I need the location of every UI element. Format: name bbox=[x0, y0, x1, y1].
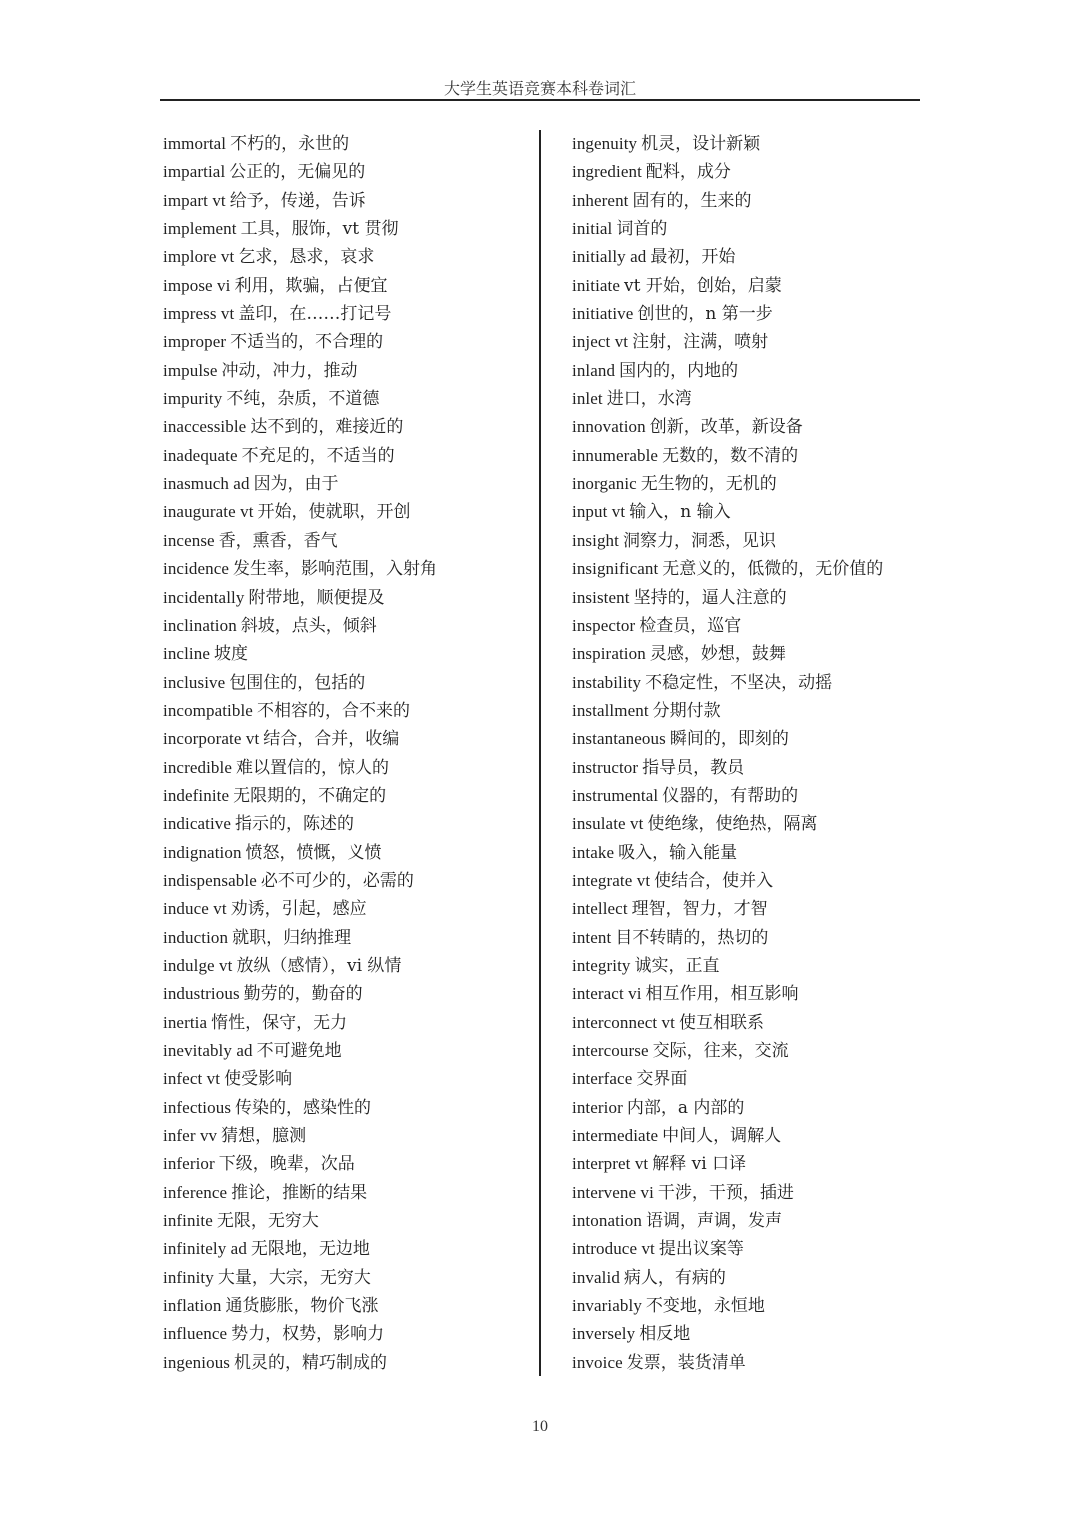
vocab-definition: 检查员，巡官 bbox=[639, 615, 742, 636]
vocab-entry bbox=[572, 470, 932, 498]
vocab-entry bbox=[163, 612, 533, 640]
vocab-word: initial bbox=[572, 219, 613, 239]
vocab-definition: 输入，n 输入 bbox=[629, 502, 731, 523]
vocab-entry bbox=[163, 980, 533, 1008]
vocab-entry bbox=[163, 187, 533, 215]
vocab-definition: 乞求，恳求，哀求 bbox=[238, 247, 375, 268]
vocab-entry bbox=[572, 357, 932, 385]
vocab-word: implement bbox=[163, 219, 237, 239]
vocab-word: infectious bbox=[163, 1097, 232, 1117]
vocab-word: intonation bbox=[572, 1211, 642, 1231]
vocab-word: impress vt bbox=[163, 304, 235, 324]
vocab-entry bbox=[572, 158, 932, 186]
vocab-entry bbox=[572, 1037, 932, 1065]
vocab-word: instability bbox=[572, 672, 642, 692]
vocab-entry bbox=[163, 385, 533, 413]
vocab-entry bbox=[163, 130, 533, 158]
vocab-definition: 盖印，在……打记号 bbox=[238, 304, 392, 325]
vocab-entry bbox=[163, 328, 533, 356]
vocab-definition: 不适当的，不合理的 bbox=[230, 332, 384, 353]
vocab-definition: 开始，使就职，开创 bbox=[257, 502, 411, 523]
vocab-word: induce vt bbox=[163, 899, 227, 919]
vocab-entry bbox=[163, 754, 533, 782]
vocab-word: innovation bbox=[572, 417, 646, 437]
vocab-definition: 使绝缘，使绝热，隔离 bbox=[647, 814, 818, 835]
vocab-word: indefinite bbox=[163, 785, 230, 805]
vocab-entry bbox=[163, 584, 533, 612]
vocab-entry bbox=[163, 952, 533, 980]
vocab-definition: 语调，声调，发声 bbox=[645, 1211, 782, 1232]
vocab-definition: 利用，欺骗，占便宜 bbox=[234, 275, 388, 296]
vocab-entry bbox=[572, 952, 932, 980]
vocab-entry bbox=[572, 1094, 932, 1122]
vocab-definition: 传染的，感染性的 bbox=[235, 1097, 372, 1118]
vocab-entry bbox=[163, 1122, 533, 1150]
vocab-definition: 坡度 bbox=[213, 644, 248, 665]
page-number: 10 bbox=[532, 1418, 548, 1435]
vocab-definition: 国内的，内地的 bbox=[619, 360, 739, 381]
vocab-word: implore vt bbox=[163, 247, 235, 267]
vocab-entry bbox=[572, 754, 932, 782]
vocab-entry bbox=[163, 215, 533, 243]
vocab-definition: 惰性，保守，无力 bbox=[211, 1012, 348, 1033]
vocab-definition: 包围住的，包括的 bbox=[229, 672, 366, 693]
vocab-entry bbox=[163, 1207, 533, 1235]
vocab-definition: 指示的，陈述的 bbox=[235, 814, 355, 835]
vocab-word: impose vi bbox=[163, 275, 231, 295]
vocab-entry bbox=[163, 895, 533, 923]
vocab-word: initiative bbox=[572, 304, 634, 324]
vocab-entry bbox=[572, 1292, 932, 1320]
vocab-definition: vt 开始，创始，启蒙 bbox=[624, 275, 782, 296]
vocab-definition: 不变地，永恒地 bbox=[645, 1296, 765, 1317]
vocab-definition: 无生物的，无机的 bbox=[640, 474, 777, 495]
vocab-definition: 最初，开始 bbox=[650, 247, 736, 268]
column-divider bbox=[539, 130, 541, 1376]
vocab-word: initially ad bbox=[572, 247, 647, 267]
vocab-entry bbox=[572, 1264, 932, 1292]
vocab-entry bbox=[163, 357, 533, 385]
vocab-entry bbox=[163, 1150, 533, 1178]
vocab-definition: 内部，a 内部的 bbox=[626, 1097, 745, 1118]
vocab-word: ingenious bbox=[163, 1352, 231, 1372]
vocab-entry bbox=[572, 895, 932, 923]
vocab-entry bbox=[163, 498, 533, 526]
vocab-entry bbox=[163, 300, 533, 328]
vocab-word: inference bbox=[163, 1182, 228, 1202]
vocab-word: indignation bbox=[163, 842, 242, 862]
vocab-entry bbox=[572, 1320, 932, 1348]
vocab-definition: 放纵（感情），vi 纵情 bbox=[236, 955, 402, 976]
vocab-word: impartial bbox=[163, 162, 226, 182]
vocab-word: intercourse bbox=[572, 1041, 649, 1060]
vocab-entry bbox=[163, 1179, 533, 1207]
vocab-entry bbox=[163, 782, 533, 810]
vocab-definition: 相互作用，相互影响 bbox=[645, 984, 799, 1005]
vocab-entry bbox=[572, 187, 932, 215]
vocab-word: insulate vt bbox=[572, 814, 644, 834]
vocab-entry bbox=[163, 243, 533, 271]
vocab-definition: 洞察力，洞悉，见识 bbox=[623, 530, 776, 551]
vocab-entry bbox=[572, 385, 932, 413]
vocab-definition: 相反地 bbox=[639, 1324, 691, 1345]
vocab-entry bbox=[572, 697, 932, 725]
vocab-definition: 坚持的，逼人注意的 bbox=[633, 587, 787, 608]
vocab-definition: 指导员，教员 bbox=[642, 757, 745, 778]
vocab-word: insignificant bbox=[572, 559, 659, 579]
vocab-entry bbox=[572, 498, 932, 526]
vocab-entry bbox=[572, 328, 932, 356]
vocab-entry bbox=[572, 1150, 932, 1178]
vocab-word: instructor bbox=[572, 757, 639, 777]
vocab-definition: 吸入，输入能量 bbox=[618, 842, 738, 863]
vocab-entry bbox=[572, 300, 932, 328]
vocab-entry bbox=[572, 1065, 932, 1093]
vocab-definition: 创新，改革，新设备 bbox=[649, 417, 803, 438]
vocab-definition: 无限期的，不确定的 bbox=[233, 785, 387, 806]
vocab-entry bbox=[163, 272, 533, 300]
vocab-word: intermediate bbox=[572, 1126, 659, 1146]
vocab-definition: 必不可少的，必需的 bbox=[260, 870, 414, 891]
vocab-word: instrumental bbox=[572, 785, 659, 805]
vocab-word: interface bbox=[572, 1069, 633, 1089]
vocab-word: infinity bbox=[163, 1267, 214, 1287]
vocab-entry bbox=[572, 584, 932, 612]
vocab-definition: 病人，有病的 bbox=[623, 1267, 726, 1288]
vocab-entry bbox=[163, 810, 533, 838]
vocab-definition: 因为，由于 bbox=[253, 474, 339, 495]
vocab-definition: 工具，服饰，vt 贯彻 bbox=[240, 219, 399, 240]
vocab-word: input vt bbox=[572, 502, 626, 522]
vocab-definition: 不纯，杂质，不道德 bbox=[226, 389, 380, 410]
vocab-word: interpret vt bbox=[572, 1154, 649, 1174]
vocab-word: innumerable bbox=[572, 445, 659, 465]
vocab-entry bbox=[572, 1235, 932, 1263]
vocab-definition: 灵感，妙想，鼓舞 bbox=[649, 644, 786, 665]
vocab-word: inaugurate vt bbox=[163, 502, 254, 522]
vocab-definition: 干涉，干预，插进 bbox=[657, 1182, 794, 1203]
vocab-definition: 公正的，无偏见的 bbox=[229, 162, 366, 183]
vocab-entry bbox=[163, 1349, 533, 1377]
vocabulary-column-left bbox=[163, 130, 533, 1377]
vocab-definition: 固有的，生来的 bbox=[632, 190, 752, 211]
vocab-word: inject vt bbox=[572, 332, 629, 352]
vocab-entry bbox=[572, 442, 932, 470]
vocab-entry bbox=[572, 555, 932, 583]
vocab-word: impulse bbox=[163, 360, 218, 380]
vocab-definition: 给予，传递，告诉 bbox=[229, 190, 366, 211]
vocab-word: incredible bbox=[163, 757, 232, 777]
vocab-word: inadequate bbox=[163, 445, 238, 465]
vocab-entry bbox=[572, 413, 932, 441]
vocab-definition: 创世的，n 第一步 bbox=[637, 304, 773, 325]
vocab-entry bbox=[163, 158, 533, 186]
vocab-word: incense bbox=[163, 530, 215, 550]
vocab-entry bbox=[572, 640, 932, 668]
vocab-entry bbox=[572, 243, 932, 271]
vocab-entry bbox=[572, 527, 932, 555]
vocab-word: impart vt bbox=[163, 190, 226, 210]
vocab-word: inland bbox=[572, 360, 616, 380]
vocab-entry bbox=[163, 1320, 533, 1348]
vocab-word: infect vt bbox=[163, 1069, 221, 1089]
vocab-word: intervene vi bbox=[572, 1182, 654, 1202]
vocab-word: inorganic bbox=[572, 474, 637, 494]
vocab-word: interior bbox=[572, 1097, 623, 1117]
vocab-entry bbox=[163, 924, 533, 952]
vocab-definition: 注射，注满，喷射 bbox=[632, 332, 769, 353]
vocab-definition: 不可避免地 bbox=[256, 1041, 342, 1061]
vocabulary-column-right bbox=[572, 130, 932, 1377]
vocab-definition: 发生率，影响范围，入射角 bbox=[233, 559, 438, 580]
vocab-word: indicative bbox=[163, 814, 232, 834]
vocab-definition: 无数的，数不清的 bbox=[662, 445, 799, 466]
vocab-entry bbox=[572, 612, 932, 640]
vocab-word: indulge vt bbox=[163, 955, 233, 975]
vocab-definition: 愤怒，愤慨，义愤 bbox=[245, 842, 382, 863]
vocab-definition: 下级，晚辈，次品 bbox=[218, 1154, 355, 1175]
vocab-word: impurity bbox=[163, 389, 223, 409]
vocab-entry bbox=[163, 527, 533, 555]
vocab-word: inasmuch ad bbox=[163, 474, 250, 494]
vocab-definition: 使受影响 bbox=[224, 1069, 293, 1090]
vocab-word: introduce vt bbox=[572, 1239, 655, 1259]
vocab-definition: 勤劳的，勤奋的 bbox=[243, 984, 363, 1005]
vocab-definition: 无意义的，低微的，无价值的 bbox=[662, 559, 884, 580]
vocab-entry bbox=[163, 1264, 533, 1292]
vocab-definition: 附带地，顺便提及 bbox=[248, 587, 385, 608]
vocab-word: infinitely ad bbox=[163, 1239, 247, 1259]
vocab-word: inclination bbox=[163, 615, 237, 635]
vocab-entry bbox=[572, 1179, 932, 1207]
vocab-word: induction bbox=[163, 927, 229, 947]
vocab-definition: 结合，合并，收编 bbox=[263, 729, 400, 750]
vocab-entry bbox=[572, 810, 932, 838]
vocab-entry bbox=[163, 1009, 533, 1037]
page-header-title: 大学生英语竞赛本科卷词汇 bbox=[443, 79, 636, 98]
vocab-entry bbox=[163, 1292, 533, 1320]
vocab-definition: 达不到的，难接近的 bbox=[250, 417, 404, 438]
vocab-word: invalid bbox=[572, 1267, 620, 1287]
vocab-entry bbox=[572, 924, 932, 952]
vocab-definition: 机灵，设计新颖 bbox=[641, 134, 761, 154]
vocab-entry bbox=[572, 215, 932, 243]
vocab-entry bbox=[163, 640, 533, 668]
vocab-definition: 不充足的，不适当的 bbox=[241, 445, 395, 466]
vocab-entry bbox=[163, 470, 533, 498]
vocab-word: inaccessible bbox=[163, 417, 247, 437]
vocab-entry bbox=[572, 130, 932, 158]
vocab-entry bbox=[163, 839, 533, 867]
vocab-entry bbox=[572, 669, 932, 697]
vocab-definition: 交界面 bbox=[636, 1069, 688, 1090]
vocab-definition: 猜想，臆测 bbox=[221, 1126, 307, 1147]
vocab-definition: 瞬间的，即刻的 bbox=[669, 729, 789, 750]
vocab-definition: 目不转睛的，热切的 bbox=[615, 927, 769, 948]
vocab-word: incorporate vt bbox=[163, 729, 260, 749]
vocab-entry bbox=[163, 413, 533, 441]
header-rule bbox=[160, 99, 920, 101]
vocab-definition: 提出议案等 bbox=[658, 1239, 744, 1260]
vocab-word: incompatible bbox=[163, 700, 253, 720]
vocab-entry bbox=[163, 442, 533, 470]
vocab-definition: 使结合，使并入 bbox=[654, 870, 774, 891]
vocab-definition: 理智，智力，才智 bbox=[631, 899, 768, 920]
vocab-word: industrious bbox=[163, 984, 240, 1004]
vocab-definition: 不朽的，永世的 bbox=[230, 134, 350, 154]
vocab-definition: 进口，水湾 bbox=[606, 389, 692, 410]
vocab-entry bbox=[572, 272, 932, 300]
vocab-word: inferior bbox=[163, 1154, 215, 1174]
vocab-definition: 无限地，无边地 bbox=[250, 1239, 370, 1260]
vocab-word: installment bbox=[572, 700, 649, 720]
vocab-word: intent bbox=[572, 927, 612, 947]
vocab-definition: 斜坡，点头，倾斜 bbox=[240, 615, 377, 636]
vocab-word: invariably bbox=[572, 1296, 642, 1316]
vocab-entry bbox=[572, 1009, 932, 1037]
vocab-definition: 诚实，正直 bbox=[634, 955, 720, 976]
vocab-definition: 中间人，调解人 bbox=[662, 1126, 782, 1147]
vocab-word: inspector bbox=[572, 615, 636, 635]
vocab-entry bbox=[163, 697, 533, 725]
vocab-entry bbox=[572, 782, 932, 810]
vocab-entry bbox=[163, 1037, 533, 1065]
vocab-entry bbox=[572, 1122, 932, 1150]
vocab-word: incidence bbox=[163, 559, 230, 579]
vocab-entry bbox=[572, 725, 932, 753]
vocab-word: infinite bbox=[163, 1211, 213, 1231]
vocab-entry bbox=[163, 725, 533, 753]
vocab-definition: 大量，大宗，无穷大 bbox=[217, 1267, 371, 1288]
vocab-word: inlet bbox=[572, 389, 603, 409]
vocab-word: infer vv bbox=[163, 1126, 218, 1146]
vocab-definition: 词首的 bbox=[616, 219, 668, 240]
vocab-definition: 解释 vi 口译 bbox=[652, 1154, 747, 1175]
vocab-word: invoice bbox=[572, 1352, 623, 1372]
vocab-definition: 不稳定性，不坚决，动摇 bbox=[645, 672, 833, 693]
vocab-word: intake bbox=[572, 842, 615, 862]
vocab-definition: 推论，推断的结果 bbox=[231, 1182, 368, 1203]
vocab-word: interact vi bbox=[572, 984, 642, 1004]
vocab-word: insistent bbox=[572, 587, 630, 607]
vocab-word: ingenuity bbox=[572, 134, 638, 153]
vocab-definition: 通货膨胀，物价飞涨 bbox=[225, 1296, 379, 1317]
vocab-word: indispensable bbox=[163, 870, 257, 890]
vocab-word: inertia bbox=[163, 1012, 208, 1032]
vocab-definition: 难以置信的，惊人的 bbox=[235, 757, 389, 778]
vocab-word: inevitably ad bbox=[163, 1041, 253, 1060]
vocab-entry bbox=[163, 555, 533, 583]
vocab-definition: 机灵的，精巧制成的 bbox=[234, 1352, 388, 1373]
vocab-word: inversely bbox=[572, 1324, 636, 1344]
vocab-definition: 香，熏香，香气 bbox=[218, 530, 338, 551]
vocab-definition: 使互相联系 bbox=[679, 1012, 764, 1033]
vocab-word: integrate vt bbox=[572, 870, 651, 890]
vocab-word: inflation bbox=[163, 1296, 222, 1316]
vocab-word: inclusive bbox=[163, 672, 226, 692]
vocab-definition: 交际，往来，交流 bbox=[652, 1041, 789, 1061]
vocab-definition: 发票，装货清单 bbox=[626, 1352, 746, 1373]
vocab-entry bbox=[572, 839, 932, 867]
vocab-word: incline bbox=[163, 644, 210, 664]
vocab-definition: 不相容的，合不来的 bbox=[256, 700, 410, 721]
vocab-definition: 劝诱，引起，感应 bbox=[230, 899, 367, 920]
vocab-word: interconnect vt bbox=[572, 1012, 675, 1032]
vocab-definition: 配料，成分 bbox=[645, 162, 731, 183]
vocab-entry bbox=[572, 1207, 932, 1235]
vocab-word: instantaneous bbox=[572, 729, 666, 749]
vocab-entry bbox=[572, 980, 932, 1008]
vocab-entry bbox=[572, 867, 932, 895]
vocab-entry bbox=[163, 1065, 533, 1093]
vocab-definition: 分期付款 bbox=[652, 700, 721, 721]
vocab-definition: 冲动，冲力，推动 bbox=[221, 360, 358, 381]
vocab-definition: 势力，权势，影响力 bbox=[231, 1324, 385, 1345]
vocab-entry bbox=[163, 669, 533, 697]
vocab-word: insight bbox=[572, 530, 619, 550]
vocab-word: inspiration bbox=[572, 644, 646, 664]
vocab-definition: 就职，归纳推理 bbox=[232, 927, 352, 948]
vocab-word: ingredient bbox=[572, 162, 642, 182]
vocab-word: intellect bbox=[572, 899, 628, 919]
vocab-word: initiate bbox=[572, 275, 621, 295]
vocab-entry bbox=[163, 1094, 533, 1122]
vocab-word: integrity bbox=[572, 955, 631, 975]
vocab-definition: 仪器的，有帮助的 bbox=[662, 785, 799, 806]
vocab-word: immortal bbox=[163, 134, 227, 153]
vocab-entry bbox=[163, 867, 533, 895]
vocab-entry bbox=[163, 1235, 533, 1263]
vocab-word: improper bbox=[163, 332, 227, 352]
vocab-word: inherent bbox=[572, 190, 629, 210]
vocab-definition: 无限，无穷大 bbox=[216, 1211, 319, 1232]
vocab-entry bbox=[572, 1349, 932, 1377]
vocab-word: incidentally bbox=[163, 587, 245, 607]
vocab-word: influence bbox=[163, 1324, 228, 1344]
